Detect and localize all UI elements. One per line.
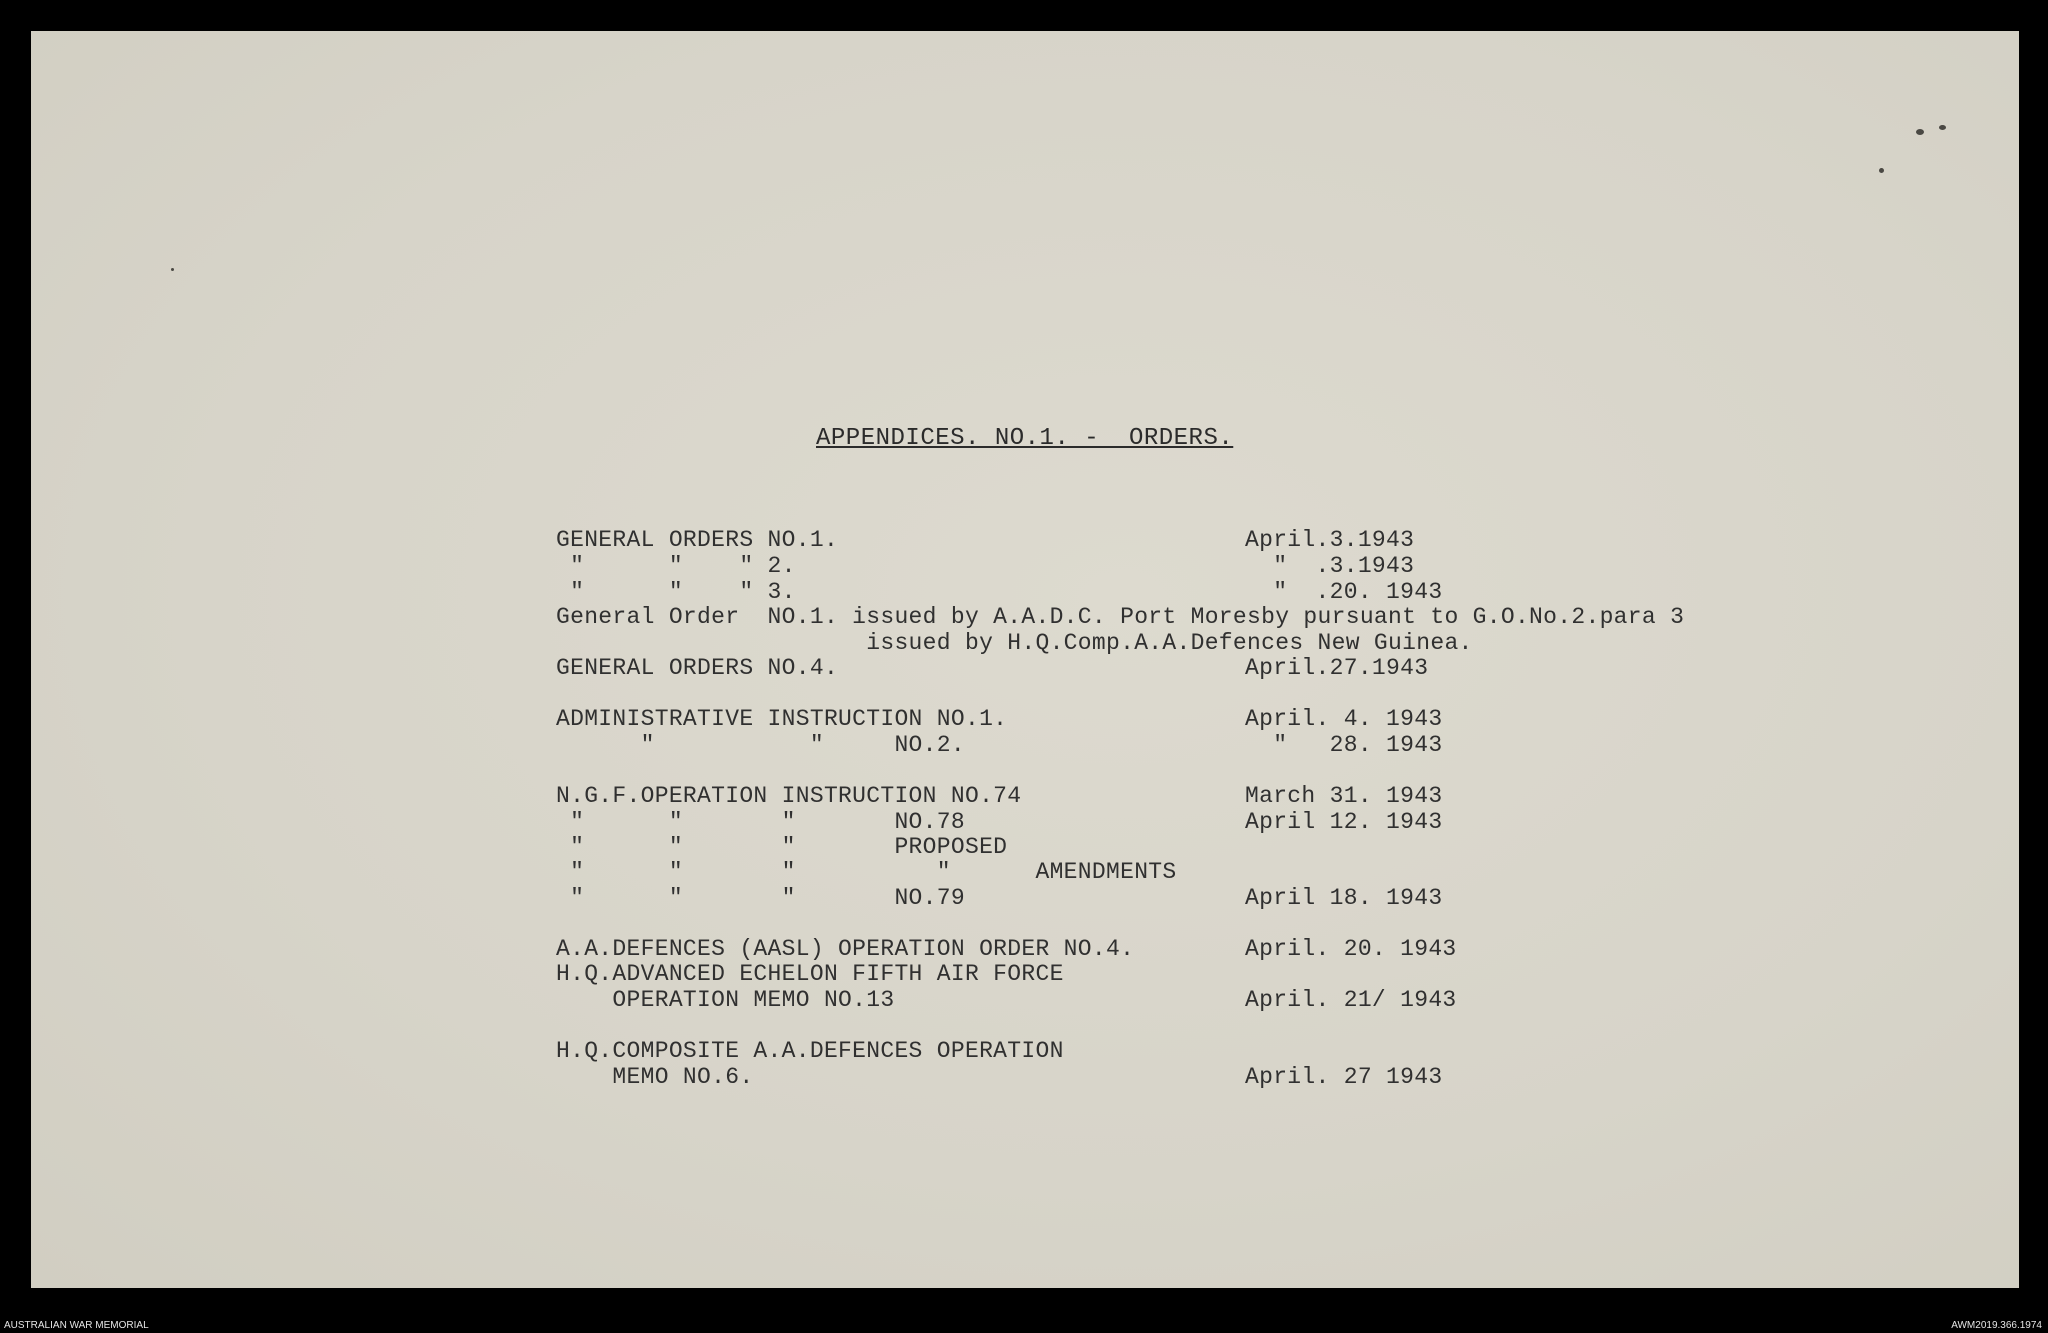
order-entry-date: April 18. 1943 (1245, 885, 1443, 911)
footer-reference: AWM2019.366.1974 (1951, 1320, 2042, 1331)
order-entry-text: MEMO NO.6. (556, 1064, 754, 1090)
order-entry-text: GENERAL ORDERS NO.4. (556, 655, 839, 681)
order-entry-date: " 28. 1943 (1245, 732, 1443, 758)
order-entry-text: H.Q.ADVANCED ECHELON FIFTH AIR FORCE (556, 961, 1064, 987)
footer-archive-name: AUSTRALIAN WAR MEMORIAL (4, 1320, 149, 1331)
order-entry-date: " .20. 1943 (1245, 579, 1443, 605)
order-entry-text: issued by H.Q.Comp.A.A.Defences New Guinea. (556, 630, 1473, 656)
order-entry-text: A.A.DEFENCES (AASL) OPERATION ORDER NO.4. (556, 936, 1135, 962)
order-entry-text: " " " " AMENDMENTS (556, 859, 1177, 885)
order-entry-date: March 31. 1943 (1245, 783, 1443, 809)
order-entry-date: April. 21/ 1943 (1245, 987, 1457, 1013)
order-entry-text: " " " PROPOSED (556, 834, 1008, 860)
order-entry-date: April.27.1943 (1245, 655, 1429, 681)
order-entry-text: " " NO.2. (556, 732, 965, 758)
order-entry-text: " " " NO.78 (556, 809, 965, 835)
order-entry-text: " " " NO.79 (556, 885, 965, 911)
order-entry-text: H.Q.COMPOSITE A.A.DEFENCES OPERATION (556, 1038, 1064, 1064)
order-entry-date: " .3.1943 (1245, 553, 1415, 579)
document-page (31, 31, 2019, 1288)
paper-mark (1939, 125, 1946, 130)
paper-mark (1916, 129, 1924, 135)
order-entry-text: " " " 3. (556, 579, 796, 605)
order-entry-text: GENERAL ORDERS NO.1. (556, 527, 839, 553)
order-entry-date: April 12. 1943 (1245, 809, 1443, 835)
order-entry-date: April. 27 1943 (1245, 1064, 1443, 1090)
paper-mark (171, 268, 174, 271)
order-entry-date: April. 4. 1943 (1245, 706, 1443, 732)
document-title: APPENDICES. NO.1. - ORDERS. (816, 425, 1234, 452)
paper-mark (1879, 168, 1884, 173)
order-entry-date: April.3.1943 (1245, 527, 1415, 553)
order-entry-text: " " " 2. (556, 553, 796, 579)
order-entry-date: April. 20. 1943 (1245, 936, 1457, 962)
order-entry-text: N.G.F.OPERATION INSTRUCTION NO.74 (556, 783, 1022, 809)
order-entry-text: General Order NO.1. issued by A.A.D.C. Port Moresby pursuant to G.O.No.2.para 3 (556, 604, 1685, 630)
order-entry-text: ADMINISTRATIVE INSTRUCTION NO.1. (556, 706, 1008, 732)
order-entry-text: OPERATION MEMO NO.13 (556, 987, 895, 1013)
